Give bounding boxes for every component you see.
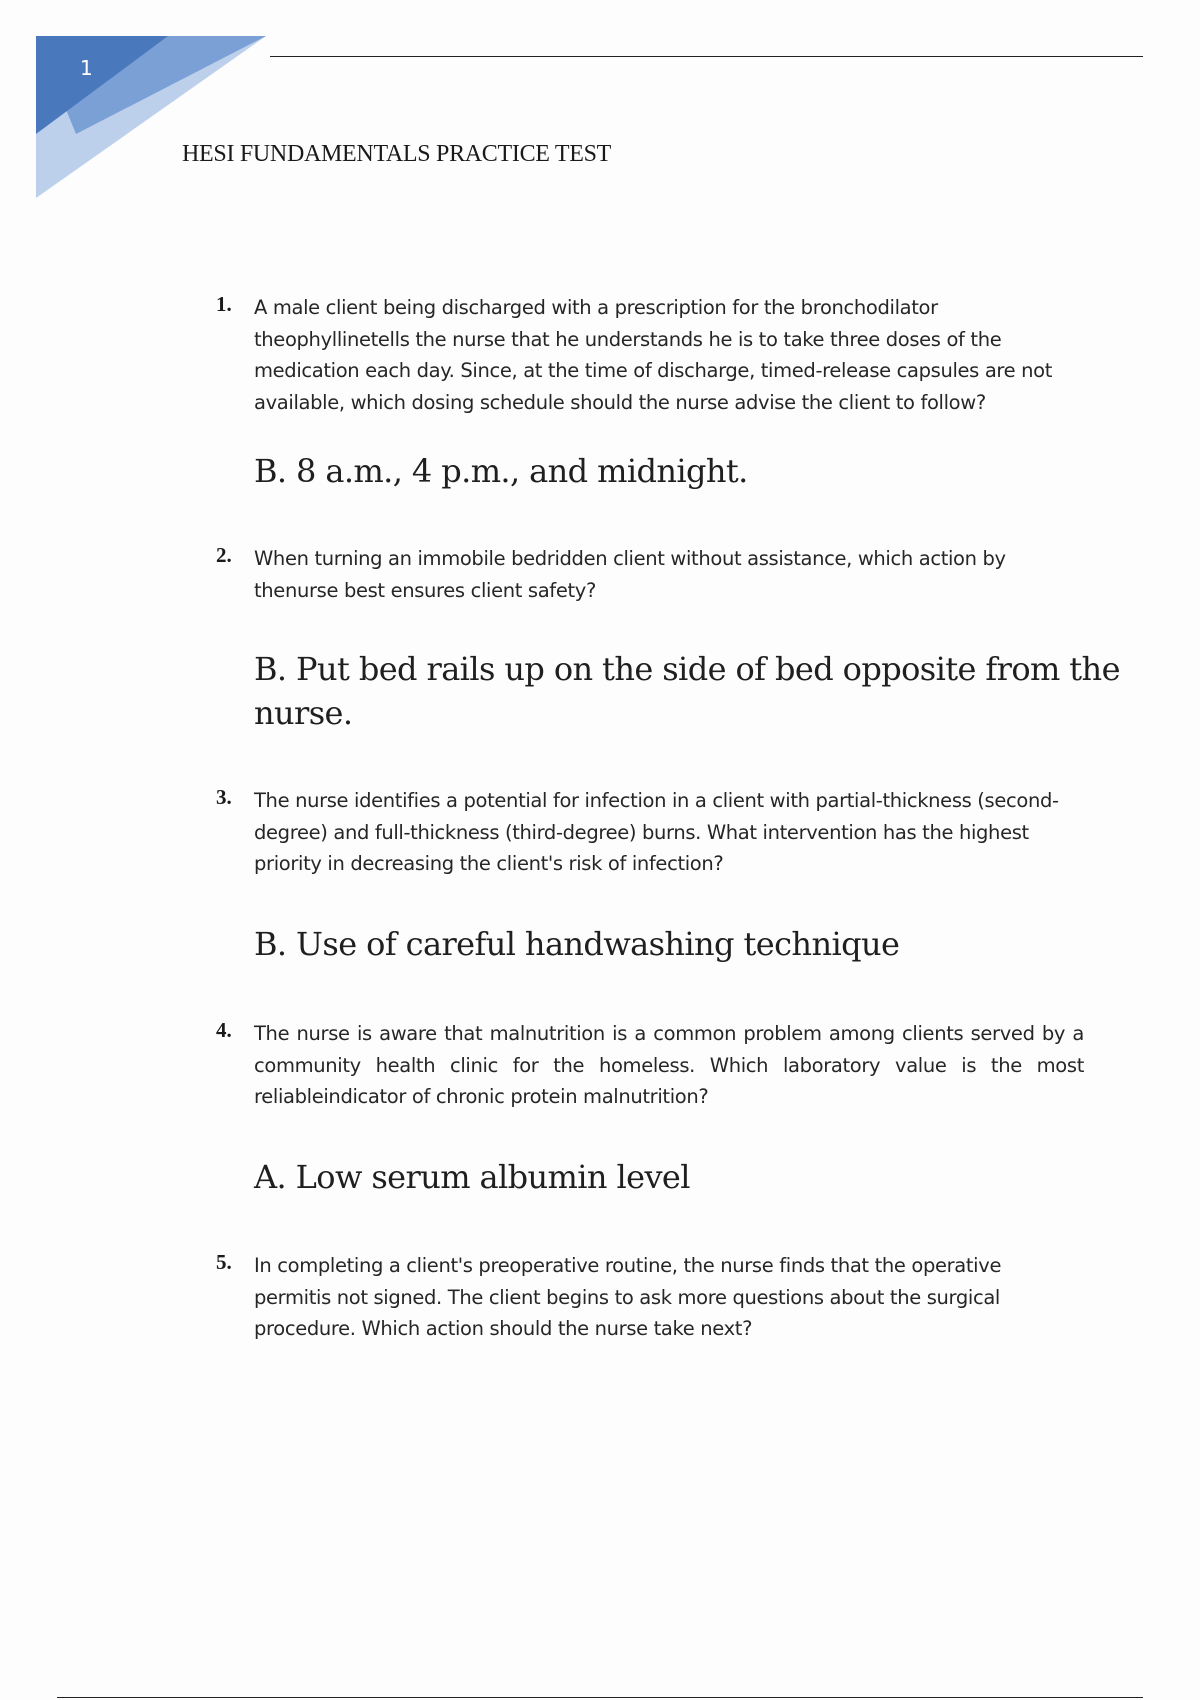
question-number: 1. <box>216 292 232 316</box>
page-number: 1 <box>80 56 93 80</box>
footer-rule <box>57 1697 1143 1698</box>
answer-text: A. Low serum albumin level <box>254 1158 690 1196</box>
question-text: A male client being discharged with a prescription for the bronchodilator theophyllinetells the nurse that he understands he is to take three doses of the medication each day. Since, at the time of discharge, timed-release capsules are not available, which dosing schedule should the nurse advise the client to follow? <box>254 296 1053 414</box>
question-number: 4. <box>216 1018 232 1042</box>
question-number: 5. <box>216 1250 232 1274</box>
question-number: 3. <box>216 785 232 809</box>
question-text: In completing a client's preoperative routine, the nurse finds that the operative permitis not signed. The client begins to ask more questions about the surgical procedure. Which action should the nurse take next? <box>254 1254 1002 1340</box>
question-text: The nurse identifies a potential for infection in a client with partial-thickness (second-degree) and full-thickness (third-degree) burns. What intervention has the highest priority in decreasing the client's risk of infection? <box>254 789 1059 875</box>
question-number: 2. <box>216 543 232 567</box>
answer-text: B. 8 a.m., 4 p.m., and midnight. <box>254 452 748 490</box>
header-rule <box>270 56 1143 57</box>
document-title: HESI FUNDAMENTALS PRACTICE TEST <box>182 141 612 167</box>
question-text: When turning an immobile bedridden client without assistance, which action by thenurse best ensures client safety? <box>254 547 1006 602</box>
corner-graphic <box>36 36 276 206</box>
answer-text: B. Use of careful handwashing technique <box>254 925 900 963</box>
answer-text: B. Put bed rails up on the side of bed opposite from the nurse. <box>254 650 1120 732</box>
question-text: The nurse is aware that malnutrition is a common problem among clients served by a community health clinic for the homeless. Which laboratory value is the most reliableindicator of chronic protein malnutrition? <box>254 1022 1084 1108</box>
